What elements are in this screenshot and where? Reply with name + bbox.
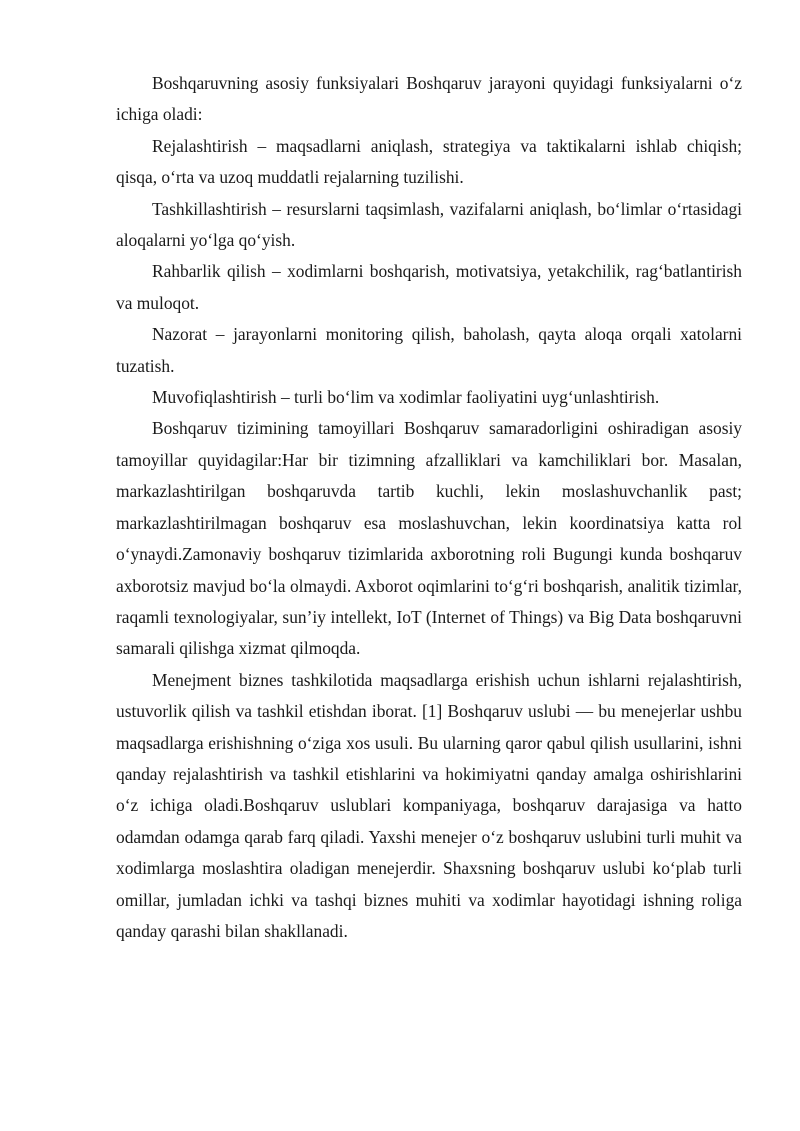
paragraph-leadership: Rahbarlik qilish – xodimlarni boshqarish, motivatsiya, yetakchilik, rag‘batlantirish va muloqot. — [116, 261, 742, 313]
paragraph-planning: Rejalashtirish – maqsadlarni aniqlash, strategiya va taktikalarni ishlab chiqish; qisqa, o‘rta va uzoq muddatli rejalarning tuzilishi. — [116, 135, 742, 188]
paragraph-management-functions-intro: Boshqaruvning asosiy funksiyalari Boshqaruv jarayoni quyidagi funksiyalarni o‘z ichiga oladi: — [116, 73, 742, 125]
paragraph-organizing: Tashkillashtirish – resurslarni taqsimlash, vazifalarni aniqlash, bo‘limlar o‘rtasidagi aloqalarni yo‘lga qo‘yish. — [116, 198, 742, 251]
document-page — [116, 68, 742, 947]
paragraph-system-principles: Boshqaruv tizimining tamoyillari Boshqaruv samaradorligini oshiradigan asosiy tamoyillar quyidagilar:Har bir tizimning afzalliklari va kamchiliklari bor. Masalan, markazlashtirilgan boshqaruvda tartib kuchli, lekin moslashuvchanlik past; markazlashtirilmagan boshqaruv esa moslashuvchan, lekin koordinatsiya katta rol o‘ynaydi.Zamonaviy boshqaruv tizimlarida axborotning roli Bugungi kunda boshqaruv axborotsiz mavjud bo‘la olmaydi. Axborot oqimlarini to‘g‘ri boshqarish, analitik tizimlar, raqamli texnologiyalar, sun’iy intellekt, IoT (Internet of Things) va Big Data boshqaruvni samarali qilishga xizmat qilmoqda. — [116, 418, 742, 659]
paragraph-coordination: Muvofiqlashtirish – turli bo‘lim va xodimlar faoliyatini uyg‘unlashtirish. — [152, 387, 660, 408]
paragraph-management-style: Menejment biznes tashkilotida maqsadlarga erishish uchun ishlarni rejalashtirish, ustuvorlik qilish va tashkil etishdan iborat. [1] Boshqaruv uslubi — bu menejerlar ushbu maqsadlarga erishishning o‘ziga xos usuli. Bu ularning qaror qabul qilish usullarini, ishni qanday rejalashtirish va tashkil etishlarini va hokimiyatni qanday amalga oshirishlarini o‘z ichiga oladi.Boshqaruv uslublari kompaniyaga, boshqaruv darajasiga va hatto odamdan odamga qarab farq qiladi. Yaxshi menejer o‘z boshqaruv uslubini turli muhit va xodimlarga moslashtira oladigan menejerdir. Shaxsning boshqaruv uslubi ko‘plab turli omillar, jumladan ichki va tashqi biznes muhiti va xodimlar hayotidagi ishning roliga qanday qarashi bilan shakllanadi. — [116, 669, 742, 941]
paragraph-control: Nazorat – jarayonlarni monitoring qilish, baholash, qayta aloqa orqali xatolarni tuzatish. — [116, 324, 742, 376]
